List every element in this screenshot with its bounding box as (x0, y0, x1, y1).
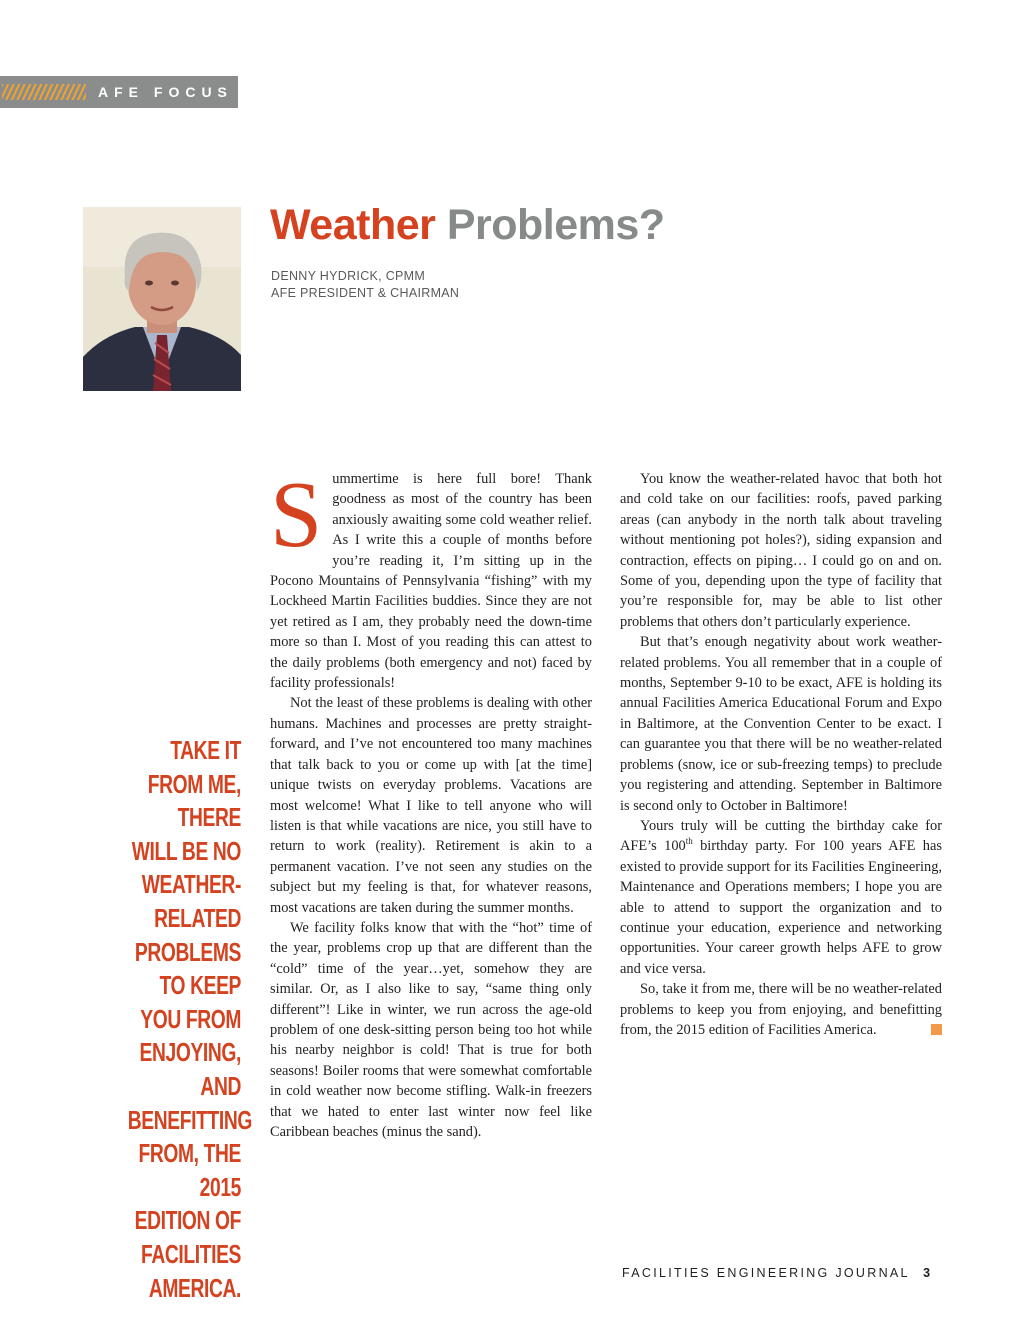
article-column-right (620, 469, 942, 1040)
author-photo (83, 207, 241, 391)
dropcap: S (270, 463, 323, 567)
paragraph-1: Summertime is here full bore! Thank goodness as most of the country has been anxiously awaiting some cold weather relief. As I write this a couple of months before you’re reading it, I’m sitting up in the Pocono Mountains of Pennsylvania “fishing” with my Lockheed Martin Facilities buddies. Since they are not yet retired as I am, they probably need the down-time more so than I. Most of you reading this can attest to the daily problems (both emergency and not) faced by facility professionals! (270, 463, 592, 692)
author-name: DENNY HYDRICK, CPMM (271, 269, 426, 283)
paragraph-4: You know the weather-related havoc that both hot and cold take on our facilities: roofs, paved parking areas (can anybody in the north talk about traveling without mentioning pot holes?), siding expansion and contraction, effects on piping… I could go on and on. Some of you, depending upon the type of facility that you’re responsible for, may be able to list other problems that others don’t particularly experience. (620, 471, 942, 630)
section-tab (0, 76, 238, 108)
page-number: 3 (923, 1266, 931, 1280)
title-rest: Problems? (446, 201, 665, 249)
paragraph-6: Yours truly will be cutting the birthday cake for AFE’s 100th birthday party. For 100 years AFE has existed to provide support for its Facilities Engineering, Maintenance and Operations members; I hope you are able to attend to support the organization and to continue your education, experience and networking opportunities. Your career growth helps AFE to grow and vice versa. (620, 817, 942, 977)
section-label: AFE FOCUS (98, 84, 233, 100)
stripes-decoration (2, 76, 86, 108)
journal-name: FACILITIES ENGINEERING JOURNAL (622, 1266, 910, 1280)
paragraph-7: So, take it from me, there will be no weather-related problems to keep you from enjoying, and benefitting from, the 2015 edition of Facilities America. (620, 981, 942, 1038)
byline (271, 268, 459, 302)
pull-quote: TAKE IT FROM ME, THERE WILL BE NO WEATHER-RELATED PROBLEMS TO KEEP YOU FROM ENJOYING, AND BENEFITTING FROM, THE 2015 EDITION OF FACILITIES AMERICA. (127, 735, 252, 1303)
end-mark-icon (931, 1024, 942, 1035)
paragraph-5: But that’s enough negativity about work weather-related problems. You all remember that in a couple of months, September 9-10 to be exact, AFE is holding its annual Facilities America Educational Forum and Expo in Baltimore, at the Convention Center to be exact. I can guarantee you that there will be no weather-related problems (snow, ice or sub-freezing temps) to preclude you registering and attending. September in Baltimore is second only to October in Baltimore! (620, 634, 942, 814)
paragraph-3: We facility folks know that with the “hot” time of the year, problems crop up that are different than the “cold” time of the year…yet, somehow they are similar. Or, as I also like to say, “same thing only different”! Like in winter, we run across the age-old problem of one desk-sitting person being too hot while his nearby neighbor is cold! That is true for both seasons! Boiler rooms that were somewhat comfortable in cold weather now become stifling. Walk-in freezers that we hated to enter last winter now feel like Caribbean beaches (minus the sand). (270, 919, 592, 1140)
page-footer (622, 1266, 930, 1280)
author-portrait-icon (83, 207, 241, 391)
article-column-left (270, 463, 592, 1142)
paragraph-2: Not the least of these problems is dealing with other humans. Machines and processes are pretty straight-forward, and I’ve not encountered too many machines that talk back to you or come up with [at the time] unique twists on everyday problems. Vacations are most welcome! What I like to tell anyone who will listen is that while vacations are nice, you still have to return to work (reality). Retirement is akin to a permanent vacation. I’ve not seen any studies on the subject but my feeling is that, for whatever reasons, most vacations are taken during the summer months. (270, 695, 592, 916)
title-accent-word: Weather (270, 201, 436, 249)
article-title (270, 200, 665, 250)
author-title: AFE PRESIDENT & CHAIRMAN (271, 286, 460, 300)
